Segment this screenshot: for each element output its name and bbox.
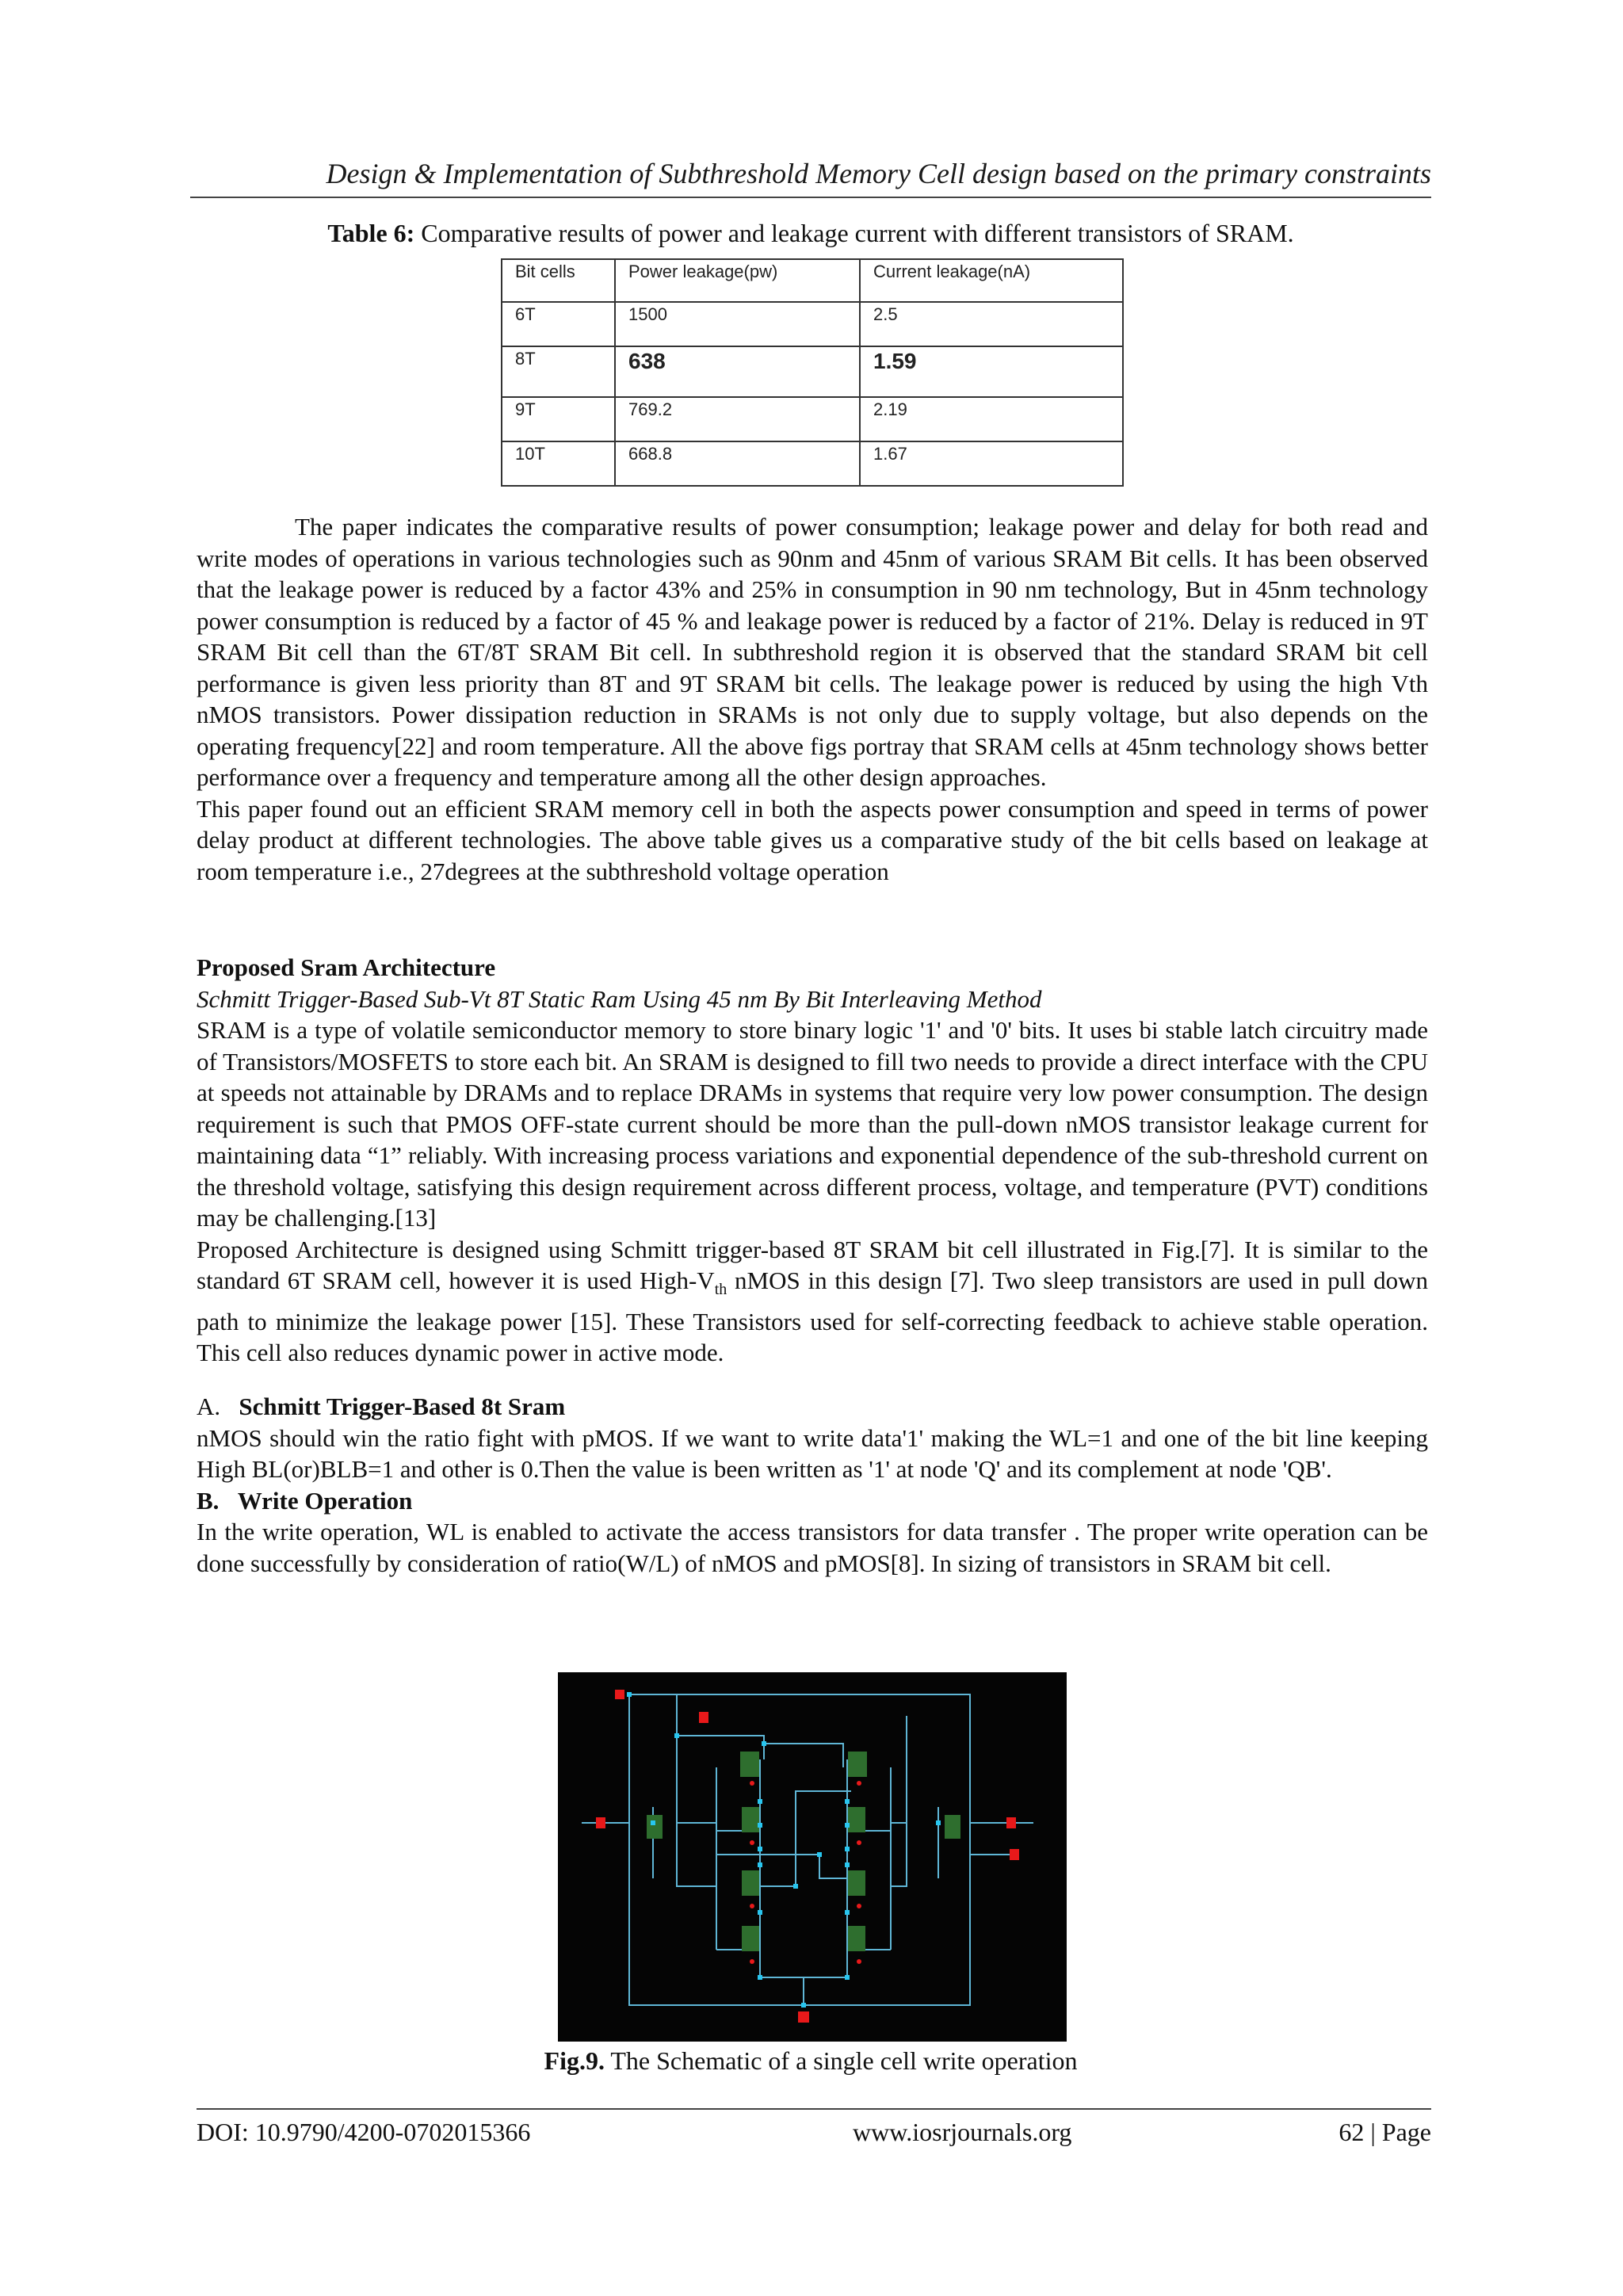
table-cell: 10T	[502, 441, 615, 486]
subsection-heading-a	[197, 1391, 1428, 1423]
schematic-figure	[558, 1672, 1067, 2042]
body-text-architecture	[197, 952, 1428, 1369]
table-row	[502, 302, 1123, 346]
table-cell: 1500	[615, 302, 860, 346]
heading-text: Schmitt Trigger-Based 8t Sram	[239, 1392, 566, 1420]
header-title: Design & Implementation of Subthreshold Memory Cell design based on the primary constraints	[326, 158, 1431, 189]
body-text-subsections	[197, 1391, 1428, 1579]
schematic-image	[558, 1672, 1067, 2042]
comparison-table	[501, 258, 1124, 487]
figure-caption	[190, 2046, 1431, 2076]
table-row	[502, 441, 1123, 486]
paragraph-proposed-architecture	[197, 1234, 1428, 1369]
paragraph-comparative-results: The paper indicates the comparative results of power consumption; leakage power and delay for both read and write modes of operations in various technologies such as 90nm and 45nm of various SRAM Bit cells. It has been observed that the leakage power is reduced by a factor 43% and 25% in consumption in 90 nm technology, But in 45nm technology power consumption is reduced by a factor of 45 % and leakage power is reduced by a factor of 21%. Delay is reduced in 9T SRAM Bit cell than the 6T/8T SRAM Bit cell. In subthreshold region it is observed that the standard SRAM bit cell performance is given less priority than 8T and 9T SRAM bit cells. The leakage power is reduced by using the high Vth nMOS transistors. Power dissipation reduction in SRAMs is not only due to supply voltage, but also depends on the operating frequency[22] and room temperature. All the above figs portray that SRAM cells at 45nm technology shows better performance over a frequency and temperature among all the other design approaches.	[197, 513, 1428, 791]
schematic-wires	[582, 1694, 1033, 2005]
footer-doi: DOI: 10.9790/4200-0702015366	[197, 2118, 531, 2146]
page-footer	[197, 2108, 1431, 2146]
table-cell: 769.2	[615, 397, 860, 441]
schematic-nodes	[627, 1692, 941, 2008]
heading-text: Write Operation	[237, 1486, 413, 1515]
paragraph-text: nMOS in this design [7]. Two sleep transistors are used in pull down path to minimize the leakage power [15]. These Transistors used for self-correcting feedback to achieve stable operation. This cell also reduces dynamic power in active mode.	[197, 1266, 1428, 1367]
table-row	[502, 397, 1123, 441]
table-header-cell: Current leakage(nA)	[860, 259, 1123, 302]
paragraph-efficient-sram: This paper found out an efficient SRAM memory cell in both the aspects power consumption and speed in terms of power delay product at different technologies. The above table gives us a comparative study of the bit cells based on leakage at room temperature i.e., 27degrees at the subthreshold voltage operation	[197, 794, 1428, 885]
heading-number: A.	[197, 1392, 221, 1420]
table-cell: 8T	[502, 346, 615, 397]
paragraph-ratio-fight: nMOS should win the ratio fight with pMOS. If we want to write data'1' making the WL=1 and one of the bit line keeping High BL(or)BLB=1 and other is 0.Then the value is been written as '1' at node 'Q' and its complement at node 'QB'.	[197, 1423, 1428, 1483]
subscript-text: th	[714, 1281, 727, 1299]
table-cell: 1.67	[860, 441, 1123, 486]
table-header-row	[502, 259, 1123, 302]
heading-number: B.	[197, 1486, 220, 1515]
subsection-heading-b	[197, 1485, 1428, 1517]
table-header-cell: Power leakage(pw)	[615, 259, 860, 302]
table-caption-label: Table 6:	[327, 219, 415, 247]
figure-caption-label: Fig.9.	[544, 2046, 605, 2075]
table-cell: 638	[615, 346, 860, 397]
running-header	[190, 151, 1431, 198]
table-caption	[190, 219, 1431, 248]
table-row	[502, 346, 1123, 397]
paragraph-write-operation: In the write operation, WL is enabled to activate the access transistors for data transfer . The proper write operation can be done successfully by consideration of ratio(W/L) of nMOS and pMOS[8]. In sizing of transistors in SRAM bit cell.	[197, 1518, 1428, 1577]
footer-url: www.iosrjournals.org	[853, 2118, 1072, 2146]
table-caption-text: Comparative results of power and leakage current with different transistors of SRAM.	[414, 219, 1294, 247]
table-cell: 2.5	[860, 302, 1123, 346]
table-cell: 2.19	[860, 397, 1123, 441]
paragraph-text: Proposed Architecture is designed using Schmitt trigger-based 8T SRAM bit cell illustrated in Fig.[7]. It is similar to the standard 6T SRAM cell, however it is used High-V	[197, 1235, 1428, 1294]
body-text-top	[197, 511, 1428, 887]
table-header-cell: Bit cells	[502, 259, 615, 302]
section-heading-proposed: Proposed Sram Architecture	[197, 953, 496, 981]
table-cell: 9T	[502, 397, 615, 441]
subsection-heading-schmitt: Schmitt Trigger-Based Sub-Vt 8T Static Ram Using 45 nm By Bit Interleaving Method	[197, 984, 1042, 1013]
paragraph-sram-definition: SRAM is a type of volatile semiconductor memory to store binary logic '1' and '0' bits. It uses bi stable latch circuitry made of Transistors/MOSFETS to store each bit. An SRAM is designed to fill two needs to provide a direct interface with the CPU at speeds not attainable by DRAMs and to replace DRAMs in systems that require very low power consumption. The design requirement is such that PMOS OFF-state current should be more than the pull-down nMOS transistor leakage current for maintaining data “1” reliably. With increasing process variations and exponential dependence of the sub-threshold current on the threshold voltage, satisfying this design requirement across different process, voltage, and temperature (PVT) conditions may be challenging.[13]	[197, 1016, 1428, 1232]
table-cell: 668.8	[615, 441, 860, 486]
schematic-pins	[596, 1690, 1019, 2023]
table-cell: 6T	[502, 302, 615, 346]
table-cell: 1.59	[860, 346, 1123, 397]
footer-page-number: 62 | Page	[1338, 2118, 1431, 2146]
schematic-transistors	[647, 1752, 960, 1951]
figure-caption-text: The Schematic of a single cell write operation	[604, 2046, 1078, 2075]
